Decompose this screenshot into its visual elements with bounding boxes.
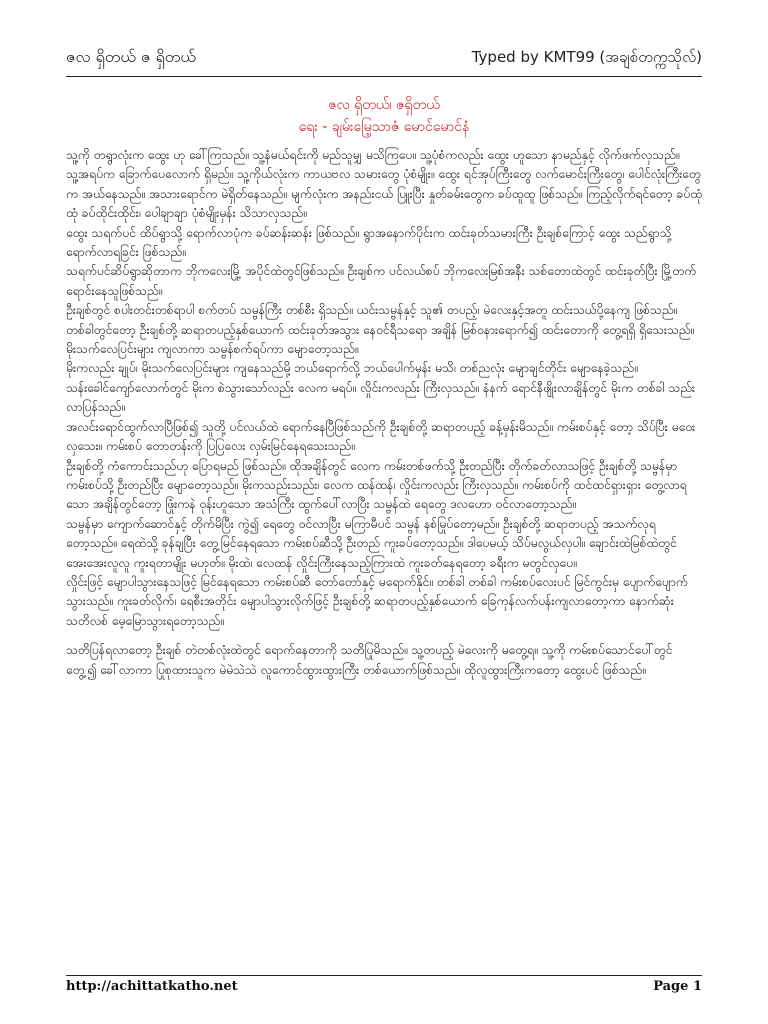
story-author: ရေး - ချမ်းမြေ့သာဇံ မောင်မောင်နံ [298,119,470,135]
story-title: ဇလ ရှိတယ်၊ ဇရှိတယ် [328,97,440,113]
paragraph: သူ့အရပ်က ခြောက်ပေလောက် ရှိမည်။ သူ့ကိုယ်လုံးက ကာယဗလ သမားတွေ ပုံစံမျိုး။ ထွေး ရင်အုပ်ကြီးတွေ လက်မောင်းကြီးတွေ၊ ပေါင်လုံးကြီးတွေက အယ်နေသည်။ အသားရောင်က မဲရှိတ်နေသည်။ မျက်လုံးက အနည်းငယ် ပြူးပြီး နှုတ်ခမ်းတွေက ခပ်ထူထူ ဖြစ်သည်။ ကြည့်လိုက်ရင်တော့ ခပ်ထုံထုံ ခပ်ထိုင်းထိုင်း၊ ပေါချာချာ ပုံစံမျိုးမှန်း သိသာလှသည်။ [66,167,702,221]
paragraph: လှိုင်းဖြင့် မျောပါသွားနေသဖြင့် မြင်နေရသော ကမ်းစပ်ဆီ တော်တော်နှင့် မရောက်နိုင်။ တစ်ခါ တစ်ခါ ကမ်းစပ်လေးပင် မြင်ကွင်းမှ ပျောက်ပျောက်သွားသည်။ ကူးခတ်လိုက်၊ ရေစီးအတိုင်း မျောပါသွားလိုက်ဖြင့် ဦးချစ်တို့ ဆရာတပည့်နှစ်ယောက် ခြေကုန်လက်ပန်းကျလာတော့ကာ နောက်ဆုံး သတိလစ် မေ့မြောသွားရတော့သည်။ [66,574,688,628]
paragraph: ဦးချစ်တွင် စပါးတင်းတစ်ရာပါ စက်တပ် သမ္ဗန်ကြီး တစ်စီး ရှိသည်။ ယင်းသမ္ဗန်နှင့် သူ၏ တပည့်၊ မဲလေးနှင့်အတူ ထင်းသယ်ပို့နေကျ ဖြစ်သည်။ တစ်ခါတွင်တော့ ဦးချစ်တို့ ဆရာတပည့်နှစ်ယောက် ထင်းခုတ်အသွား နေဝင်ရီသရော အချိန် မြစ်ဝနားရောက်၍ ထင်းတောကို တွေ့ရရှိ ရှိသေးသည်။ မိုးသက်လေပြင်းများ ကျလာကာ သမ္ဗန်စက်ရပ်ကာ မျောတော့သည်။ [66,303,695,357]
paragraph: သမ္ဗန်မှာ ကျောက်ဆောင်နှင့် တိုက်မိပြီး ကွဲ၍ ရေတွေ ဝင်လာပြီး မကြာမီပင် သမ္ဗန် နစ်မြုပ်တော့မည်။ ဦးချစ်တို့ ဆရာတပည့် အသက်လုရတော့သည်။ ရေထဲသို့ ခုန်ချပြီး တွေ့မြင်နေရသော ကမ်းစပ်ဆီသို့ ဦးတည် ကူးခပ်တော့သည်။ ဒါပေမယ့် သိပ်မလွယ်လှပါ။ ချောင်းထဲမြစ်ထဲတွင် အေးအေးလူလူ ကူးရတာမျိုး မဟုတ်။ မိုးထဲ၊ လေထန် လှိုင်းကြီးနေသည့်ကြားထဲ ကူးခတ်နေရတော့ ခရီးက မတွင်လှပေ။ [66,516,677,570]
page-header [66,34,702,77]
header-typed-by: Typed by KMT99 (အချစ်တက္ကသိုလ်) [471,48,702,66]
story-body [66,146,702,966]
paragraph: သူ့ကို တရွာလုံးက ထွေး ဟု ခေါ်ကြသည်။ သူ့နံမယ်ရင်းကို မည်သူမျှ မသိကြပေ။ သူ့ပုံစံကလည်း ထွေး ဟူသော နာမည်နှင့် လိုက်ဖက်လှသည်။ [66,148,680,162]
paragraph: ထွေး သရက်ပင် ထိပ်ရွာသို့ ရောက်လာပုံက ခပ်ဆန်းဆန်း ဖြစ်သည်။ ရွာအနောက်ပိုင်းက ထင်းခုတ်သမားကြီး ဦးချစ်ကြောင့် ထွေး သည်ရွာသို့ ရောက်လာရခြင်း ဖြစ်သည်။ [66,225,672,260]
page-number: Page 1 [653,979,702,994]
paragraph: အလင်းရောင်ထွက်လာပြီဖြစ်၍ သူတို့ ပင်လယ်ထဲ ရောက်နေပြီဖြစ်သည်ကို ဦးချစ်တို့ ဆရာတပည့် ခန့်မှန်းမိသည်။ ကမ်းစပ်နှင့် တော့ သိပ်ပြီး မဝေးလှသေး။ ကမ်းစပ် တောတန်းကို ပြပြလေး လှမ်းမြင်နေရသေးသည်။ [66,419,696,454]
story-title-block [0,94,768,138]
page-footer [66,975,702,994]
paragraph: ဦးချစ်တို့ ကံကောင်းသည်ဟု ပြောရမည် ဖြစ်သည်။ ထိုအချိန်တွင် လေက ကမ်းတစ်ဖက်သို့ ဦးတည်ပြီး တိုက်ခတ်လာသဖြင့် ဦးချစ်တို့ သမ္ဗန်မှာ ကမ်းစပ်သို့ ဦးတည်ပြီး မျောတော့သည်။ မိုးကသည်းသည်း၊ လေက ထန်ထန်၊ လှိုင်းကလည်း ကြီးလှသည်။ ကမ်းစပ်ကို ထင်ထင်ရှားရှား တွေ့လာရသော အချိန်တွင်တော့ ဖြုံးကနဲ ဝုန်းဟူသော အသံကြီး ထွက်ပေါ်လာပြီး သမ္ဗန်ထဲ ရေတွေ ဒလဟော ဝင်လာတော့သည်။ [66,458,687,512]
header-book-title: ဇလ ရှိတယ် ဇ ရှိတယ် [66,47,196,66]
footer-url[interactable]: http://achittatkatho.net [66,979,238,994]
paragraph: သန်းခေါင်ကျော်လောက်တွင် မိုးက စဲသွားသော်လည်း လေက မရပ်။ လှိုင်းကလည်း ကြီးလှသည်။ နံနက် ရောင်နီဖျိုးလာချိန်တွင် မိုးက တစ်ခါ သည်းလာပြန်သည်။ [66,380,695,415]
paragraph: သတိပြန်ရလာတော့ ဦးချစ် တဲတစ်လုံးထဲတွင် ရောက်နေတာကို သတိပြုမိသည်။ သူ့တပည့် မဲလေးကို မတွေ့ရ။ သူ့ကို ကမ်းစပ်သောင်ပေါ်တွင် တွေ့၍ ခေါ်လာကာ ပြုစုထားသူက မဲမဲသဲသဲ လူကောင်ထွားထွားကြီး တစ်ယောက်ဖြစ်သည်။ ထိုလူထွားကြီးကတော့ ထွေးပင် ဖြစ်သည်။ [66,643,673,677]
paragraph: မိုးကလည်း ချုပ်၊ မိုးသက်လေပြင်းများ ကျနေသည်မို့ ဘယ်ရောက်လို့ ဘယ်ပေါက်မှန်း မသိ၊ တစ်ညလုံး မျောချင်တိုင်း မျောနေခဲ့သည်။ [66,361,638,376]
paragraph: သရက်ပင်ဆိပ်ရွာဆိုတာက ဘိုကလေးမြို့ အပိုင်ထဲတွင်ဖြစ်သည်။ ဦးချစ်က ပင်လယ်စပ် ဘိုကလေးမြစ်အနီး သစ်တောထဲတွင် ထင်းခုတ်ပြီး မြို့တက် ရောင်းနေသူဖြစ်သည်။ [66,264,696,298]
